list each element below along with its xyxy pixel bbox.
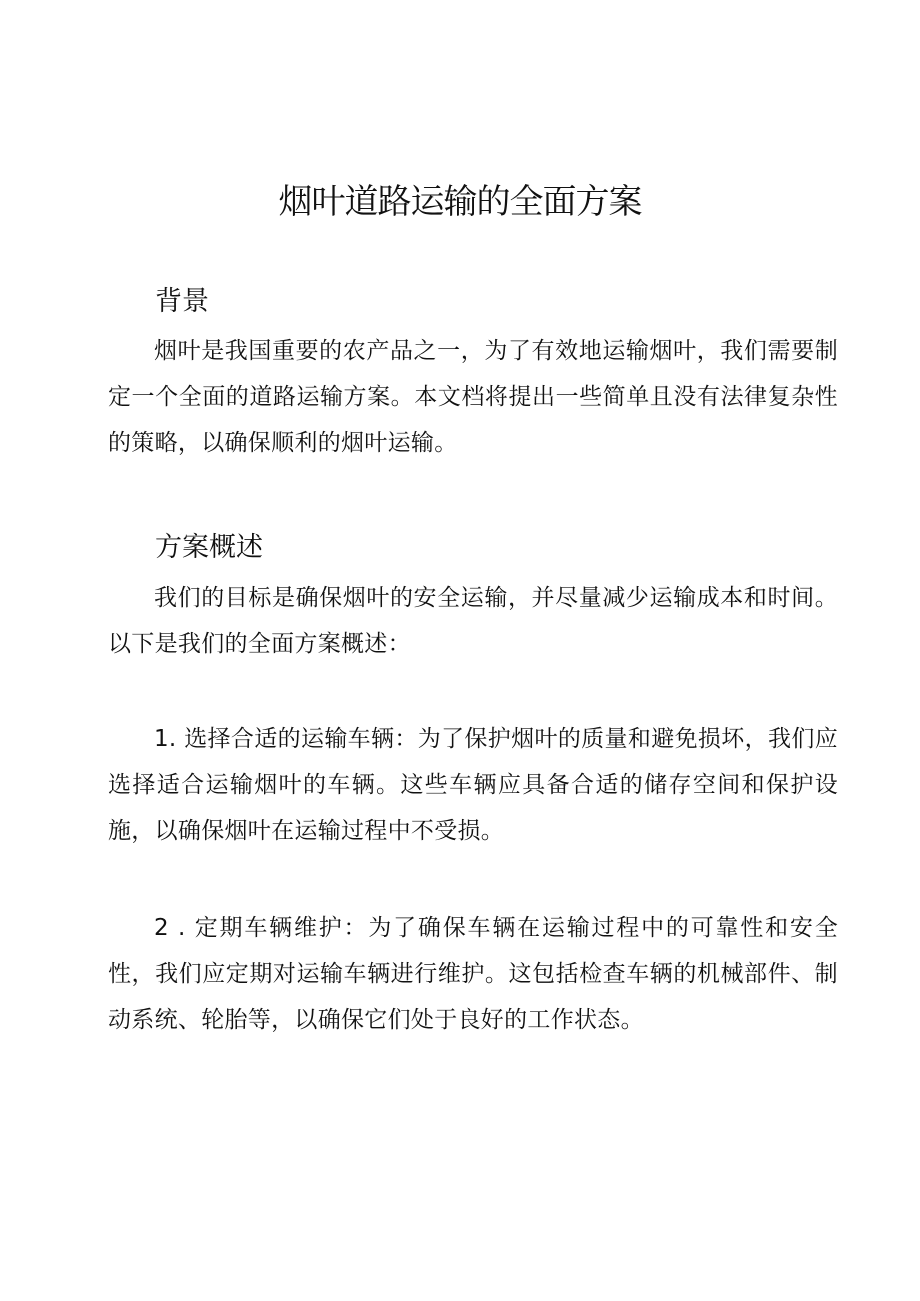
background-paragraph: 烟叶是我国重要的农产品之一，为了有效地运输烟叶，我们需要制定一个全面的道路运输方案。本文档将提出一些简单且没有法律复杂性的策略，以确保顺利的烟叶运输。 — [108, 338, 838, 456]
section-heading-overview: 方案概述 — [155, 532, 263, 563]
plan-item-vehicle-selection: 1. 选择合适的运输车辆：为了保护烟叶的质量和避免损坏，我们应选择适合运输烟叶的车辆。这些车辆应具备合适的储存空间和保护设施，以确保烟叶在运输过程中不受损。 — [108, 726, 838, 844]
overview-paragraph: 我们的目标是确保烟叶的安全运输，并尽量减少运输成本和时间。以下是我们的全面方案概述： — [108, 585, 838, 657]
plan-item-vehicle-maintenance: 2 . 定期车辆维护：为了确保车辆在运输过程中的可靠性和安全性，我们应定期对运输车辆进行维护。这包括检查车辆的机械部件、制动系统、轮胎等，以确保它们处于良好的工作状态。 — [108, 915, 838, 1033]
section-heading-background: 背景 — [155, 286, 209, 317]
document-title: 烟叶道路运输的全面方案 — [278, 182, 642, 222]
